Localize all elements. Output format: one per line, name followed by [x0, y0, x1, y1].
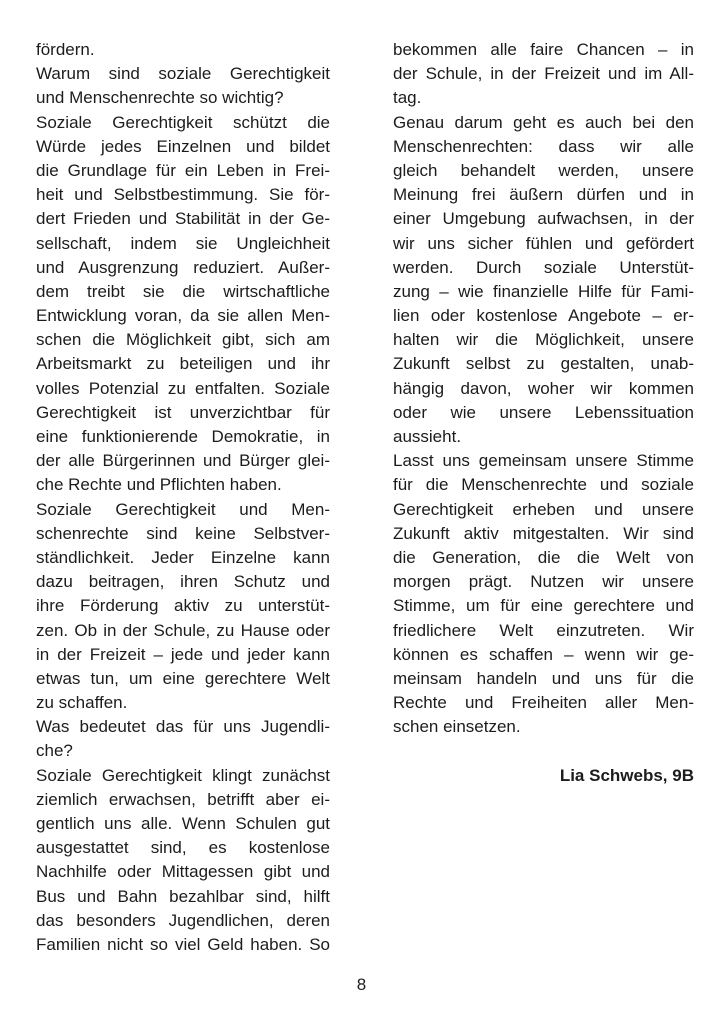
text-line: in der Freizeit – jede und jeder kann — [36, 644, 330, 664]
text-line: Bus und Bahn bezahlbar sind, hilft — [36, 886, 330, 906]
text-line: für die Menschenrechte und soziale — [393, 475, 694, 495]
text-line: halten wir die Möglichkeit, unsere — [393, 330, 694, 350]
text-line: dert Frieden und Stabilität in der Ge- — [36, 209, 330, 229]
text-line: zung – wie finanzielle Hilfe für Fami- — [393, 281, 694, 301]
text-line: ziemlich erwachsen, betrifft aber ei- — [36, 789, 330, 809]
text-line: Gerechtigkeit erheben und unsere — [393, 499, 694, 519]
text-line: aussieht. — [393, 427, 462, 446]
text-line: Lasst uns gemeinsam unsere Stimme — [393, 451, 694, 471]
text-line: hängig davon, woher wir kommen — [393, 378, 694, 398]
text-line: Zukunft aktiv mitgestalten. Wir sind — [393, 523, 694, 543]
text-line: Würde jedes Einzelnen und bildet — [36, 136, 330, 156]
text-line: Meinung frei äußern dürfen und in — [393, 185, 694, 205]
text-line: und Ausgrenzung reduziert. Außer- — [36, 257, 330, 277]
text-line: sellschaft, indem sie Ungleichheit — [36, 233, 330, 253]
text-line: der Schule, in der Freizeit und im All- — [393, 64, 694, 84]
text-line: schenrechte sind keine Selbstver- — [36, 523, 330, 543]
text-line: die Grundlage für ein Leben in Frei- — [36, 160, 330, 180]
text-line: Gerechtigkeit ist unverzichtbar für — [36, 402, 330, 422]
text-line: Arbeitsmarkt zu beteiligen und ihr — [36, 354, 330, 374]
text-line: lien oder kostenlose Angebote – er- — [393, 306, 694, 326]
text-line: meinsam handeln und uns für die — [393, 668, 694, 688]
text-line: heit und Selbstbestimmung. Sie för- — [36, 185, 330, 205]
text-line: fördern. — [36, 40, 95, 59]
text-line: che Rechte und Pflichten haben. — [36, 475, 282, 495]
text-line: ständlichkeit. Jeder Einzelne kann — [36, 547, 330, 567]
text-line: dazu beitragen, ihren Schutz und — [36, 572, 330, 592]
text-line: schen die Möglichkeit gibt, sich am — [36, 330, 330, 350]
text-line: Warum sind soziale Gerechtigkeit — [36, 64, 330, 84]
text-line: che? — [36, 741, 73, 761]
text-line: zen. Ob in der Schule, zu Hause oder — [36, 620, 330, 640]
text-line: Zukunft selbst zu gestalten, unab- — [393, 354, 694, 374]
text-line: etwas tun, um eine gerechtere Welt — [36, 668, 330, 688]
text-line: tag. — [393, 88, 422, 108]
text-line: die Generation, die die Welt von — [393, 547, 694, 567]
text-line: ausgestattet sind, es kostenlose — [36, 838, 330, 858]
text-line: Familien nicht so viel Geld haben. So — [36, 934, 330, 954]
text-line: Menschenrechten: dass wir alle — [393, 136, 694, 156]
text-line: der alle Bürgerinnen und Bürger glei- — [36, 451, 330, 471]
text-line: können es schaffen – wenn wir ge- — [393, 644, 694, 664]
text-line: Genau darum geht es auch bei den — [393, 112, 694, 132]
text-line: Soziale Gerechtigkeit und Men- — [36, 499, 330, 519]
text-line: Stimme, um für eine gerechtere und — [393, 596, 694, 616]
text-line: Nachhilfe oder Mittagessen gibt und — [36, 862, 330, 882]
byline-spacer — [393, 739, 694, 763]
text-line: dem treibt sie die wirtschaftliche — [36, 281, 330, 301]
text-line: volles Potenzial zu entfalten. Soziale — [36, 378, 330, 398]
page-number: 8 — [356, 975, 367, 994]
text-line: und Menschenrechte so wichtig? — [36, 88, 284, 108]
text-line: ihre Förderung aktiv zu unterstüt- — [36, 596, 330, 616]
text-line: oder wie unsere Lebenssituation — [393, 402, 694, 422]
text-line: gleich behandelt werden, unsere — [393, 160, 694, 180]
text-line: Soziale Gerechtigkeit schützt die — [36, 112, 330, 132]
text-line: morgen prägt. Nutzen wir unsere — [393, 572, 694, 592]
article-column-left — [36, 38, 330, 957]
text-line: friedlichere Welt einzutreten. Wir — [393, 620, 694, 640]
text-line: wir uns sicher fühlen und gefördert — [393, 233, 694, 253]
article-column-right-lines — [393, 38, 694, 739]
text-line: werden. Durch soziale Unterstüt- — [393, 257, 694, 277]
author-byline: Lia Schwebs, 9B — [559, 765, 694, 785]
article-column-right — [393, 38, 694, 788]
text-line: Soziale Gerechtigkeit klingt zunächst — [36, 765, 330, 785]
text-line: schen einsetzen. — [393, 717, 521, 737]
text-line: gentlich uns alle. Wenn Schulen gut — [36, 814, 330, 833]
text-line: bekommen alle faire Chancen – in — [393, 40, 694, 59]
text-line: eine funktionierende Demokratie, in — [36, 427, 330, 446]
text-line: Entwicklung voran, da sie allen Men- — [36, 306, 330, 326]
text-line: zu schaffen. — [36, 693, 128, 713]
text-line: Rechte und Freiheiten aller Men- — [393, 693, 694, 713]
text-line: Was bedeutet das für uns Jugendli- — [36, 717, 330, 737]
text-line: das besonders Jugendlichen, deren — [36, 910, 330, 930]
text-line: einer Umgebung aufwachsen, in der — [393, 209, 694, 229]
